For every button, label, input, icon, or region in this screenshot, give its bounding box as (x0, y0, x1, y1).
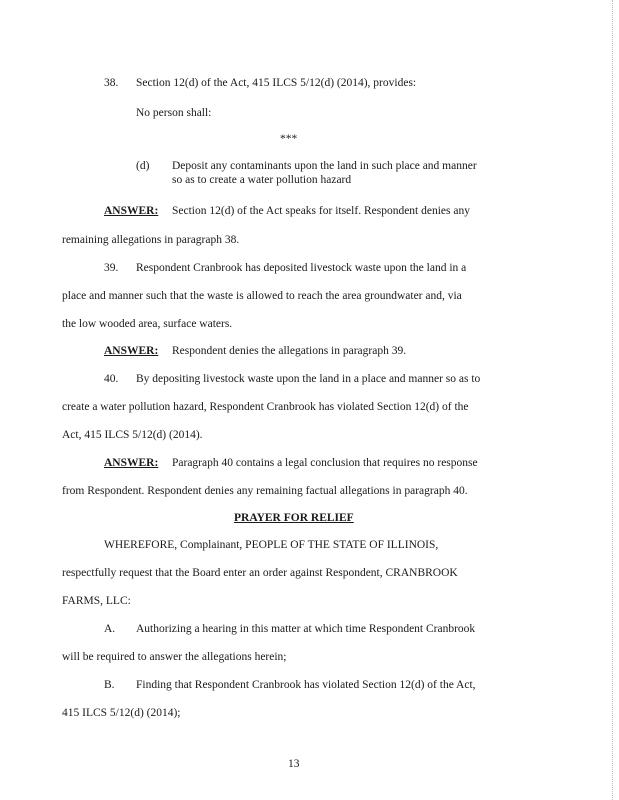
prayer-line2: respectfully request that the Board enter an order against Respondent, CRANBROOK (62, 567, 458, 579)
prayer-line1: WHEREFORE, Complainant, PEOPLE OF THE STATE OF ILLINOIS, (104, 539, 439, 551)
para-38-answer-line1: Section 12(d) of the Act speaks for itself. Respondent denies any (172, 205, 470, 217)
para-40-number: 40. (104, 373, 119, 385)
scan-edge-border (608, 0, 613, 800)
prayer-a-label: A. (104, 623, 116, 635)
para-39-answer-label: ANSWER: (104, 345, 159, 357)
para-38-ellipsis: *** (280, 133, 298, 145)
para-38-item-line1: Deposit any contaminants upon the land in such place and manner (172, 160, 477, 172)
para-39-number: 39. (104, 262, 119, 274)
prayer-b-line1: Finding that Respondent Cranbrook has violated Section 12(d) of the Act, (136, 679, 476, 691)
para-40-line2: create a water pollution hazard, Respondent Cranbrook has violated Section 12(d) of the (62, 401, 469, 413)
para-39-line1: Respondent Cranbrook has deposited livestock waste upon the land in a (136, 262, 467, 274)
para-38-answer-label: ANSWER: (104, 205, 159, 217)
prayer-heading: PRAYER FOR RELIEF (234, 512, 354, 524)
para-39-line3: the low wooded area, surface waters. (62, 318, 233, 330)
page-number: 13 (288, 758, 300, 770)
para-40-line3: Act, 415 ILCS 5/12(d) (2014). (62, 429, 203, 441)
prayer-line3: FARMS, LLC: (62, 595, 131, 607)
prayer-b-label: B. (104, 679, 115, 691)
para-38-item-line2: so as to create a water pollution hazard (172, 174, 352, 186)
para-38-number: 38. (104, 77, 119, 89)
prayer-a-line1: Authorizing a hearing in this matter at which time Respondent Cranbrook (136, 623, 476, 635)
para-38-answer-line2: remaining allegations in paragraph 38. (62, 234, 240, 246)
prayer-b-line2: 415 ILCS 5/12(d) (2014); (62, 707, 181, 719)
para-40-answer-label: ANSWER: (104, 457, 159, 469)
para-39-line2: place and manner such that the waste is allowed to reach the area groundwater and, via (62, 290, 462, 302)
para-38-text: Section 12(d) of the Act, 415 ILCS 5/12(d) (2014), provides: (136, 77, 417, 89)
prayer-a-line2: will be required to answer the allegations herein; (62, 651, 287, 663)
para-38-lead: No person shall: (136, 107, 212, 119)
para-38-item-label: (d) (136, 160, 150, 172)
para-40-answer-line2: from Respondent. Respondent denies any remaining factual allegations in paragraph 40. (62, 485, 468, 497)
para-40-line1: By depositing livestock waste upon the land in a place and manner so as to (136, 373, 481, 385)
para-39-answer-line1: Respondent denies the allegations in paragraph 39. (172, 345, 407, 357)
para-40-answer-line1: Paragraph 40 contains a legal conclusion that requires no response (172, 457, 478, 469)
